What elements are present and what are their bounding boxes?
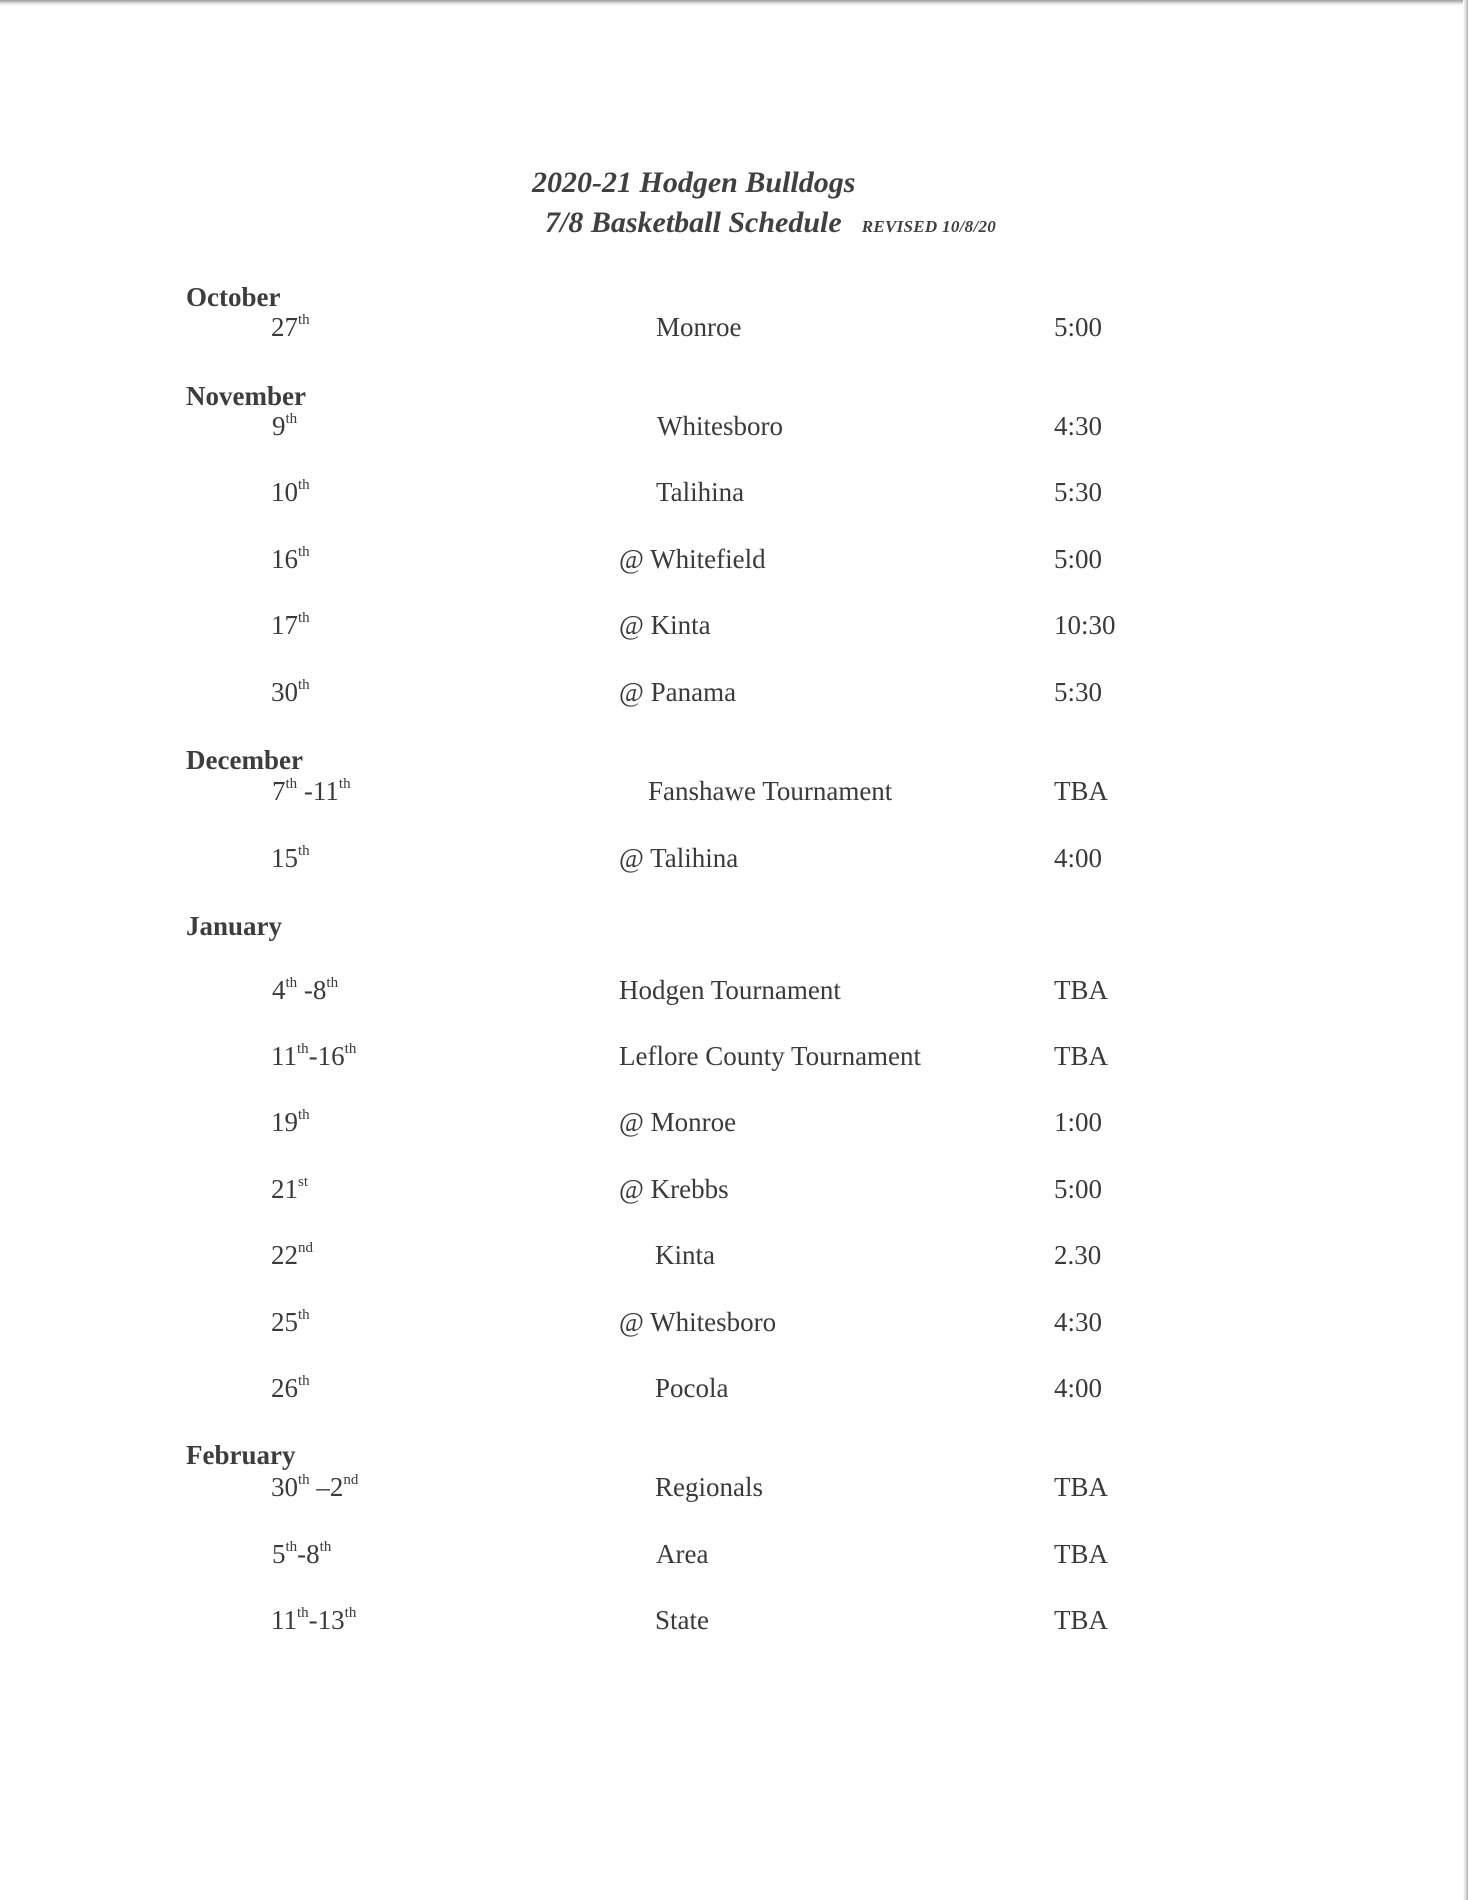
date-suffix: th [297, 1605, 309, 1621]
date-suffix: th [326, 975, 339, 991]
scan-edge-right [1463, 0, 1468, 1900]
game-opponent: @ Whitefield [619, 544, 766, 574]
game-date [271, 677, 310, 708]
date-suffix: th [298, 544, 310, 560]
date-suffix: th [298, 1373, 310, 1389]
schedule-title: 2020-21 Hodgen Bulldogs [532, 166, 856, 199]
date-suffix: th [344, 1041, 357, 1057]
date-suffix: th [285, 975, 298, 991]
date-number: -11 [297, 776, 339, 806]
month-heading: November [186, 381, 306, 411]
game-time: TBA [1054, 776, 1108, 806]
game-date [271, 544, 310, 575]
date-number: 25 [271, 1307, 298, 1337]
date-number: 27 [271, 312, 298, 342]
game-time: TBA [1054, 1605, 1108, 1635]
date-suffix: th [285, 411, 298, 427]
date-number: 4 [272, 975, 286, 1005]
date-suffix: th [285, 776, 298, 792]
game-opponent: Leflore County Tournament [619, 1041, 922, 1071]
game-time: 10:30 [1054, 610, 1116, 640]
date-suffix: th [319, 1539, 332, 1555]
date-suffix: th [298, 843, 310, 859]
game-opponent: Talihina [656, 477, 745, 507]
subtitle-text: 7/8 Basketball Schedule [545, 206, 842, 239]
date-number: 26 [271, 1373, 298, 1403]
date-suffix: nd [343, 1472, 359, 1488]
date-number: -8 [297, 1539, 320, 1569]
game-time: TBA [1054, 975, 1108, 1005]
game-time: 4:30 [1054, 1307, 1103, 1337]
date-suffix: th [298, 610, 310, 626]
scan-edge-top [0, 0, 1468, 6]
game-opponent: @ Whitesboro [619, 1307, 777, 1337]
date-number: 30 [271, 1472, 298, 1502]
game-date [271, 1373, 310, 1404]
game-opponent: @ Krebbs [619, 1174, 729, 1204]
game-time: 5:30 [1054, 477, 1103, 507]
game-opponent: Fanshawe Tournament [648, 776, 893, 806]
game-date [271, 477, 310, 508]
date-number: 19 [271, 1107, 298, 1137]
game-date [271, 610, 310, 641]
game-time: 1:00 [1054, 1107, 1103, 1137]
date-number: 15 [271, 843, 298, 873]
game-opponent: Whitesboro [657, 411, 783, 441]
game-time: 2.30 [1054, 1240, 1102, 1270]
game-date [272, 776, 351, 807]
date-number: -13 [308, 1605, 345, 1635]
game-date [272, 975, 338, 1006]
month-heading: February [186, 1440, 296, 1470]
game-time: 4:00 [1054, 843, 1103, 873]
game-opponent: Monroe [656, 312, 742, 342]
date-number: 5 [272, 1539, 286, 1569]
game-date [272, 1539, 331, 1570]
game-opponent: Kinta [655, 1240, 715, 1270]
date-number: 16 [271, 544, 298, 574]
date-number: –2 [309, 1472, 344, 1502]
revised-note: REVISED 10/8/20 [861, 217, 997, 236]
date-suffix: th [298, 312, 310, 328]
game-date [272, 411, 297, 442]
date-number: 30 [271, 677, 298, 707]
date-number: -16 [308, 1041, 345, 1071]
game-opponent: @ Talihina [619, 843, 739, 873]
game-opponent: Regionals [655, 1472, 763, 1502]
game-date [271, 1041, 356, 1072]
date-number: 11 [271, 1605, 297, 1635]
schedule-subtitle [545, 206, 996, 240]
game-date [271, 1107, 310, 1138]
game-opponent: @ Kinta [619, 610, 711, 640]
game-date [271, 312, 310, 343]
game-date [271, 843, 310, 874]
date-number: -8 [297, 975, 327, 1005]
game-date [271, 1307, 310, 1338]
date-suffix: th [297, 1041, 309, 1057]
game-opponent: @ Panama [619, 677, 737, 707]
date-suffix: th [298, 1107, 310, 1123]
game-date [271, 1240, 313, 1271]
game-time: 4:30 [1054, 411, 1103, 441]
date-suffix: th [338, 776, 351, 792]
month-heading: October [186, 282, 281, 312]
game-time: 4:00 [1054, 1373, 1103, 1403]
date-suffix: th [285, 1539, 298, 1555]
game-time: TBA [1054, 1041, 1108, 1071]
date-number: 17 [271, 610, 298, 640]
game-opponent: Hodgen Tournament [619, 975, 841, 1005]
date-number: 7 [272, 776, 286, 806]
game-time: TBA [1054, 1472, 1108, 1502]
game-date [271, 1472, 358, 1503]
date-suffix: th [344, 1605, 357, 1621]
date-suffix: th [298, 677, 310, 693]
game-time: 5:00 [1054, 1174, 1103, 1204]
game-time: 5:30 [1054, 677, 1103, 707]
game-time: TBA [1054, 1539, 1108, 1569]
month-heading: December [186, 745, 303, 775]
date-number: 10 [271, 477, 298, 507]
game-time: 5:00 [1054, 544, 1103, 574]
game-opponent: @ Monroe [619, 1107, 737, 1137]
game-date [271, 1605, 356, 1636]
date-number: 22 [271, 1240, 298, 1270]
date-suffix: th [298, 1307, 310, 1323]
game-opponent: State [655, 1605, 709, 1635]
date-number: 11 [271, 1041, 297, 1071]
game-opponent: Area [656, 1539, 709, 1569]
game-opponent: Pocola [655, 1373, 729, 1403]
game-time: 5:00 [1054, 312, 1103, 342]
date-suffix: th [298, 477, 310, 493]
date-suffix: th [298, 1472, 310, 1488]
date-suffix: st [298, 1174, 309, 1190]
date-number: 9 [272, 411, 286, 441]
date-suffix: nd [298, 1240, 313, 1256]
month-heading: January [186, 911, 283, 941]
game-date [271, 1174, 308, 1205]
date-number: 21 [271, 1174, 298, 1204]
